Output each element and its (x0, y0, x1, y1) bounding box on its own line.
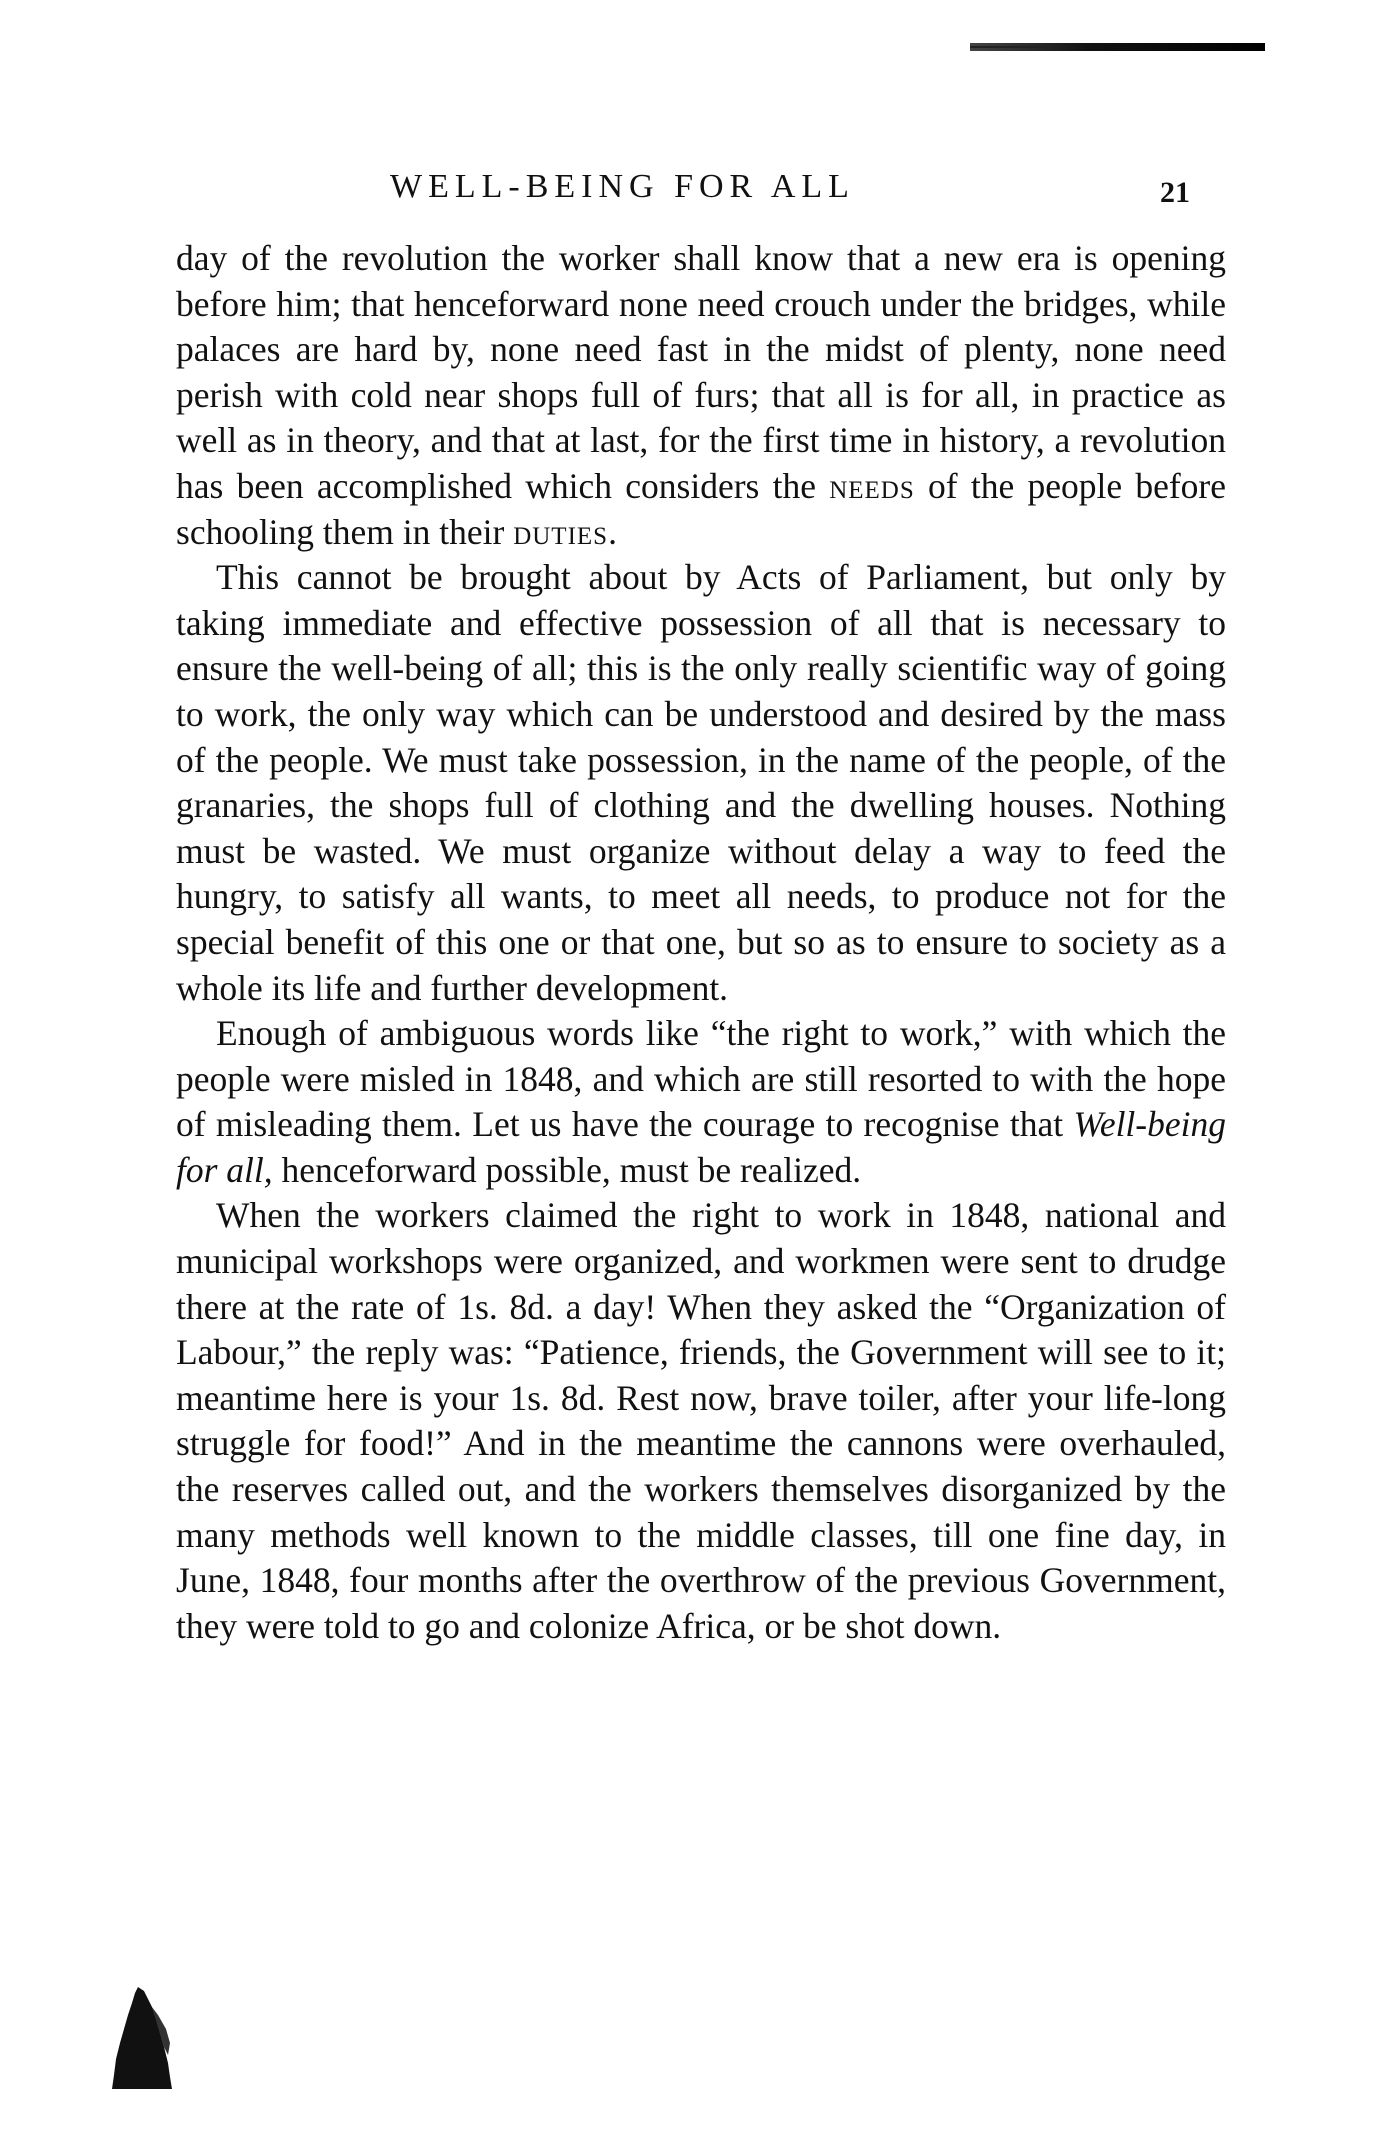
paragraph-4: When the workers claimed the right to work in 1848, national and municipal workshops were organized, and workmen were sent to drudge there at the rate of 1s. 8d. a day! When they asked the “Organization of Labour,” the reply was: “Patience, friends, the Government will see to it; meantime here is your 1s. 8d. Rest now, brave toiler, after your life-long struggle for food!” And in the meantime the cannons were overhauled, the reserves called out, and the workers themselves disorganized by the many methods well known to the middle classes, till one fine day, in June, 1848, four months after the overthrow of the previous Government, they were told to go and colonize Africa, or be shot down. (176, 1195, 1226, 1646)
paragraph-2: This cannot be brought about by Acts of Parliament, but only by taking immediate and effective possession of all that is necessary to ensure the well-being of all; this is the only really scientific way of going to work, the only way which can be understood and desired by the mass of the people. We must take possession, in the name of the people, of the granaries, the shops full of clothing and the dwelling houses. Nothing must be wasted. We must organize without delay a way to feed the hungry, to satisfy all wants, to meet all needs, to produce not for the special benefit of this one or that one, but so as to ensure to society as a whole its life and further development. (176, 557, 1226, 1008)
well-being-italic: Well-being for all, (176, 1104, 1226, 1190)
scan-corner-mark (108, 1985, 174, 2091)
duties-small-caps: duties (513, 511, 609, 552)
paragraph-1-text-b: of the people before schooling them in their (176, 465, 1226, 552)
paragraph-3 (176, 1011, 1226, 1193)
paragraph-3-text-a: Enough of ambiguous words like “the right to work,” with which the people were misled in 1848, and which are still resorted to with the hope of misleading them. Let us have the courage to recognise that (176, 1013, 1226, 1145)
paragraph-1 (176, 236, 1226, 555)
body-text (176, 236, 1226, 1649)
needs-small-caps: needs (829, 465, 915, 506)
paragraph-1-text-c: . (608, 511, 617, 552)
running-title: WELL-BEING FOR ALL (390, 168, 855, 205)
top-rule (970, 43, 1265, 51)
paragraph-1-text-a: day of the revolution the worker shall know that a new era is opening before him; that henceforward none need crouch under the bridges, while palaces are hard by, none need fast in the midst of plenty, none need perish with cold near shops full of furs; that all is for all, in practice as well as in theory, and that at last, for the first time in history, a revolution has been accomplished which considers the (176, 238, 1226, 506)
page-number: 21 (1160, 176, 1190, 209)
paragraph-3-text-b: henceforward possible, must be realized. (272, 1149, 862, 1190)
